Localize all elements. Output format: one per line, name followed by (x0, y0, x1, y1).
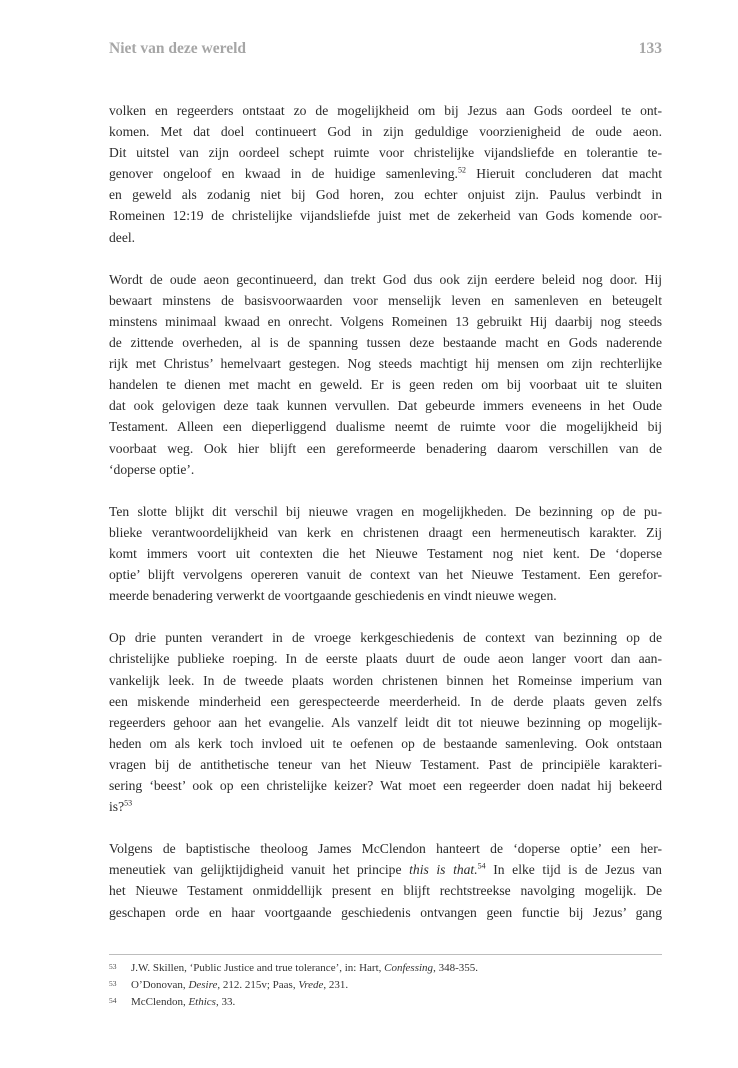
footnote-ref-52: 52 (457, 165, 466, 175)
footnote-item (109, 994, 662, 1011)
text-line: voorbaat weg. Ook hier blijft een gereformeerde benadering daarom verschillen van de (109, 440, 662, 456)
footnote-text (131, 994, 235, 1011)
running-header (109, 40, 662, 64)
text-segment: Hieruit concluderen dat macht (465, 166, 663, 182)
text-line: dat ook gelovigen deze taak kunnen vervullen. Dat gebeurde immers eveneens in het Oude (109, 398, 662, 414)
italic-title: Desire (188, 979, 218, 991)
text-line: regeerders gehoor aan het evangelie. Als vanzelf leidt dit tot nieuwe bezinning op mogelijk- (109, 714, 662, 730)
footnote-ref-54: 54 (477, 861, 486, 871)
text-line: Testament. Alleen een dieperliggend dualisme neemt de ruimte voor die mogelijkheid bij (109, 419, 662, 435)
text-line: Op drie punten verandert in de vroege kerkgeschiedenis de context van bezinning op de (109, 630, 662, 646)
italic-title: Vrede (298, 979, 324, 991)
text-line: handelen te dienen met macht en geweld. Er is geen reden om bij voorbaat uit te sluiten (109, 377, 662, 393)
text-line: vragen bij de antithetische teneur van het Nieuw Testament. Past de principiële karakteri- (109, 756, 662, 772)
footnote-item (109, 960, 662, 977)
text-line: komen. Met dat doel continueert God in zijn geduldige voorzienigheid de oude aeon. (109, 124, 662, 140)
running-title: Niet van deze wereld (109, 40, 247, 57)
text-line: geschapen orde en haar voortgaande geschiedenis ontvangen geen functie bij Jezus’ gang (109, 904, 662, 920)
text-line (109, 163, 662, 184)
text-segment: , 212. 215v; Paas, (217, 979, 299, 991)
text-segment: , 231. (323, 979, 349, 991)
text-line: het Nieuwe Testament onmiddellijk present en blijft rechtstreekse navolging mogelijk. De (109, 883, 662, 899)
text-line: heden om als kerk toch invloed uit te oefenen op de bestaande samenleving. Ook ontstaan (109, 735, 662, 751)
text-line: Ten slotte blijkt dit verschil bij nieuwe vragen en mogelijkheden. De bezinning op de pu- (109, 503, 662, 519)
text-segment: genover ongeloof en kwaad in de huidige samenleving. (109, 166, 458, 182)
text-line: rijk met Christus’ hemelvaart gestegen. Nog steeds machtigt hij mensen om zijn rechterlijke (109, 356, 662, 372)
text-line: Romeinen 12:19 de christelijke vijandsliefde juist met de zekerheid van Gods komende oor- (109, 208, 662, 224)
text-line: optie’ blijft vervolgens opereren vanuit de context van het Nieuwe Testament. Een gerefor- (109, 567, 662, 583)
text-line: vankelijk leek. In de tweede plaats worden christenen binnen het Romeinse imperium van (109, 672, 662, 688)
paragraph-5 (109, 838, 662, 922)
main-text (109, 100, 662, 944)
text-line: deel. (109, 229, 136, 245)
text-line: de zittende overheden, al is de spanning tussen deze bestaande macht en Gods naderende (109, 335, 662, 351)
footnote-ref-53: 53 (124, 798, 133, 808)
text-line: blieke verantwoordelijkheid van kerk en christenen draagt een hermeneutisch karakter. Zij (109, 524, 662, 540)
italic-title: Confessing (384, 962, 434, 974)
footnotes (109, 960, 662, 1011)
text-line: ‘doperse optie’. (109, 461, 195, 477)
italic-title: Ethics (188, 996, 216, 1008)
paragraph-1 (109, 100, 662, 248)
footnote-number: 54 (109, 996, 117, 1005)
text-line: sering ‘beest’ ook op een christelijke keizer? Wat moet een regeerder doen nadat hij bekeerd (109, 778, 662, 793)
text-segment: , 348-355. (433, 962, 478, 974)
text-line: bewaart minstens de basisvoorwaarden voor menselijk leven en samenleven en beteugelt (109, 292, 662, 308)
paragraph-3 (109, 501, 662, 606)
text-segment: McClendon, (131, 996, 189, 1008)
text-line: meerde benadering verwerkt de voortgaande geschiedenis en vindt nieuwe wegen. (109, 588, 557, 604)
footnote-divider (109, 954, 662, 955)
text-line (109, 859, 662, 880)
text-line: Dit uitstel van zijn oordeel schept ruimte voor christelijke vijandsliefde en tolerantie te- (109, 145, 662, 161)
text-segment: O’Donovan, (131, 979, 189, 991)
text-line: minstens minimaal kwaad en onrecht. Volgens Romeinen 13 gebruikt Hij daarbij nog steeds (109, 313, 662, 329)
footnote-number: 53 (109, 979, 117, 988)
italic-phrase: this is that. (409, 862, 478, 878)
text-line: en geweld als zodanig niet bij God horen, zou echter onjuist zijn. Paulus verbindt in (109, 187, 662, 203)
text-line: Wordt de oude aeon gecontinueerd, dan trekt God dus ook zijn eerdere beleid nog door. Hij (109, 271, 662, 287)
text-segment: meneutiek van gelijktijdigheid vanuit het principe (109, 862, 410, 878)
page-number: 133 (638, 40, 662, 57)
text-line: christelijke publieke roeping. In de eerste plaats duurt de oude aeon langer voort dan aan- (109, 651, 662, 667)
footnote-text (131, 977, 348, 994)
text-line: een miskende minderheid een gerespecteerde meerderheid. In de derde plaats geven zelfs (109, 693, 662, 709)
text-line: komt immers voort uit contexten die het Nieuwe Testament nog niet kent. De ‘doperse (109, 545, 662, 561)
text-line (109, 796, 662, 817)
text-segment: J.W. Skillen, ‘Public Justice and true tolerance’, in: Hart, (131, 962, 385, 974)
text-segment: is? (109, 799, 125, 815)
paragraph-4 (109, 627, 662, 817)
text-segment: In elke tijd is de Jezus van (485, 862, 662, 878)
footnote-text (131, 960, 478, 977)
footnote-number: 53 (109, 962, 117, 971)
text-line: volken en regeerders ontstaat zo de mogelijkheid om bij Jezus aan Gods oordeel te ont- (109, 103, 662, 118)
text-segment: , 33. (215, 996, 236, 1008)
footnote-item (109, 977, 662, 994)
paragraph-2 (109, 269, 662, 480)
text-line: Volgens de baptistische theoloog James McClendon hanteert de ‘doperse optie’ een her- (109, 841, 662, 857)
